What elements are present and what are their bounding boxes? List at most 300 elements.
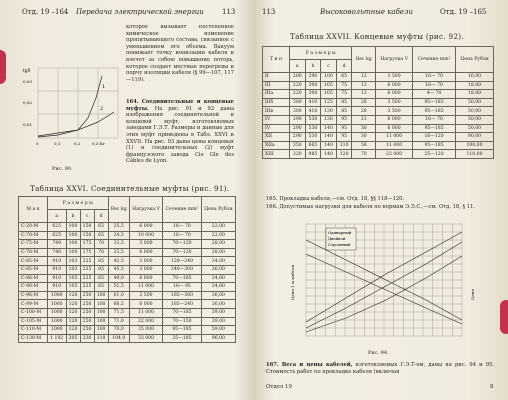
t27-cell: 530 (305, 115, 321, 124)
t27-row (263, 133, 494, 142)
t27-h-type: Т и п (263, 47, 290, 73)
t26-cell: 330 (80, 334, 94, 343)
t26-cell: 103 (66, 265, 80, 274)
t26-cell: 34,00 (201, 257, 235, 266)
t27-cell: 70 (352, 150, 376, 159)
t27-cell: 95—185 (413, 98, 456, 107)
t26-cell: 740 (48, 240, 67, 249)
t26-cell: 105 (66, 283, 80, 292)
t26-h-weight: Вес kg (108, 197, 129, 223)
t26-cell: 22,00 (201, 223, 235, 232)
t27-cell: 665 (305, 141, 321, 150)
t26-cell: 910 (48, 265, 67, 274)
t27-cell: 16,00 (455, 73, 493, 82)
t26-cell: 70—150 (163, 317, 202, 326)
t26-cell: 150 (80, 223, 94, 232)
t26-cell: 1 192 (48, 334, 67, 343)
t26-cell: 740 (48, 248, 67, 257)
t26-cell: 3 000 (129, 240, 162, 249)
para-167-text: изготовляемых Г.Э.Т-ом, даны на рис. 94 и 95. Стоимость работ по прокладке кабеля (включая (266, 362, 494, 375)
t27-cell: 50,00 (455, 115, 493, 124)
t26-cell: 100 (66, 223, 80, 232)
t27-cell: 6 000 (376, 90, 413, 99)
t26-cell: 11 000 (129, 283, 162, 292)
t26-cell: 120—240 (163, 257, 202, 266)
fig90-curve-1 (38, 76, 102, 137)
t26-cell: 100 (66, 231, 80, 240)
t27-cell: IIIa (263, 90, 290, 99)
t26-cell: С-70-М (19, 231, 48, 240)
t26-row (19, 291, 236, 300)
t26-row (19, 308, 236, 317)
t26-cell: 70,0 (108, 326, 129, 335)
figure-90-caption: Рис. 90. (52, 166, 73, 172)
t27-cell: 95 (336, 115, 352, 124)
t26-cell: 66,5 (108, 300, 129, 309)
t26-cell: 36,00 (201, 291, 235, 300)
t27-cell: 290 (305, 73, 321, 82)
t27-row (263, 90, 494, 99)
fig94-legend-2: Строенный (328, 242, 351, 247)
t26-cell: 185—300 (163, 291, 202, 300)
t26-cell: 71,5 (108, 308, 129, 317)
t26-cell: 6 000 (129, 223, 162, 232)
t27-cell: 30 (352, 124, 376, 133)
t26-cell: С-110-М (19, 326, 48, 335)
t27-h-c: c (321, 60, 337, 73)
t27-h-d: d (336, 60, 352, 73)
t26-cell: 250 (80, 300, 94, 309)
t26-cell: 85 (94, 283, 108, 292)
right-header-page: 113 (262, 8, 276, 16)
t26-cell: С-130-М (19, 334, 48, 343)
t27-h-load: Нагрузка V (376, 47, 413, 73)
t27-row (263, 141, 494, 150)
t27-cell: 410 (305, 98, 321, 107)
t26-cell: 22,00 (201, 231, 235, 240)
t26-row (19, 326, 236, 335)
t27-cell: 13 (352, 90, 376, 99)
t27-cell: 21 (352, 115, 376, 124)
t26-cell: 175 (80, 240, 94, 249)
t27-cell: 290 (290, 115, 306, 124)
t27-cell: 50,00 (455, 98, 493, 107)
figure-90-svg (22, 58, 122, 166)
t27-cell: 6 000 (376, 115, 413, 124)
t26-cell: 103 (66, 257, 80, 266)
fig94-legend-1: Двойной (328, 236, 346, 241)
t27-cell: 410 (305, 107, 321, 116)
t26-cell: 104,0 (108, 334, 129, 343)
t27-cell: 13 (352, 81, 376, 90)
t26-cell: 22 000 (129, 317, 162, 326)
t26-cell: 100 (94, 291, 108, 300)
fig90-x-tick-3: 0,3 Кг (92, 141, 105, 146)
t26-cell: 240—300 (163, 265, 202, 274)
table-26-caption: Таблица XXVI. Соединительные муфты (рис. 91). (30, 184, 230, 193)
t27-h-b: b (305, 60, 321, 73)
t27-cell: 16—120 (413, 133, 456, 142)
t27-cell: 110,00 (455, 150, 493, 159)
t27-cell: 300 (305, 90, 321, 99)
t27-cell: 85 (336, 107, 352, 116)
t26-cell: С-85-М (19, 257, 48, 266)
t26-cell: 36,00 (201, 300, 235, 309)
t26-cell: 59,00 (201, 326, 235, 335)
t26-cell: 120 (66, 317, 80, 326)
t27-cell: 18,00 (455, 81, 493, 90)
t26-cell: 625 (48, 223, 67, 232)
fig90-curve-label-1: 1 (102, 84, 106, 90)
t26-cell: 11 000 (129, 308, 162, 317)
t26-cell: С-99-М (19, 300, 48, 309)
t27-cell: 350 (290, 141, 306, 150)
t26-cell: С-85-М (19, 265, 48, 274)
t27-row (263, 98, 494, 107)
t26-cell: 35—185 (163, 334, 202, 343)
t26-cell: С-96-М (19, 291, 48, 300)
t27-cell: 290 (290, 124, 306, 133)
t26-cell: 225 (80, 257, 94, 266)
t27-cell: 28 (352, 98, 376, 107)
t27-cell: 130 (321, 107, 337, 116)
t27-cell: 58 (352, 141, 376, 150)
t26-cell: 96,00 (201, 334, 235, 343)
t26-cell: С-105-М (19, 317, 48, 326)
figure-94-svg (286, 220, 476, 346)
t26-cell: С-86-М (19, 274, 48, 283)
t27-cell: 290 (290, 133, 306, 142)
t27-cell: 985 (305, 150, 321, 159)
left-body-top: которое вызывает постепенное химическое изменение пропитывающего состава, связанное с уменьшением его объема. Вакуум понижает точку ионизации кабеля и влечет за собою повышение потерь, которое создает местные перегревы и порчу изоляции кабеля (§ 99—107, 117—119). (126, 24, 234, 83)
t27-cell: 90,00 (455, 133, 493, 142)
t26-cell: 3 000 (129, 265, 162, 274)
t26-cell: 100 (94, 317, 108, 326)
t26-cell: 28,00 (201, 240, 235, 249)
t27-cell: IIIб (263, 98, 290, 107)
t27-cell: 530 (305, 133, 321, 142)
t26-cell: 49,0 (108, 274, 129, 283)
t27-h-section: Сечение mm² (413, 47, 456, 73)
t26-cell: 70—185 (163, 308, 202, 317)
t26-cell: 225 (80, 283, 94, 292)
t26-cell: 34,00 (201, 274, 235, 283)
t27-row (263, 81, 494, 90)
figure-94-caption: Рис. 94. (368, 350, 389, 356)
fig90-x-tick-0: 0 (36, 141, 39, 146)
t26-cell: 51,5 (108, 283, 129, 292)
t26-cell: 250 (80, 326, 94, 335)
t26-cell: 6 000 (129, 274, 162, 283)
t26-cell: 70 (94, 248, 108, 257)
t26-cell: 61,0 (108, 291, 129, 300)
t26-h-type: М а к (19, 197, 48, 223)
t26-cell: 85 (94, 257, 108, 266)
t26-row (19, 274, 236, 283)
t27-cell: IIIв (263, 107, 290, 116)
t26-cell: 1000 (48, 326, 67, 335)
t26-cell: 185—240 (163, 300, 202, 309)
t26-row (19, 317, 236, 326)
t26-cell: 100 (66, 240, 80, 249)
t26-cell: 70—185 (163, 274, 202, 283)
para-165: 165. Прокладка кабеля,—см. Отд. 18, §§ 118—120. (266, 196, 405, 202)
t26-cell: 65 (94, 231, 108, 240)
t26-cell: 24,5 (108, 231, 129, 240)
t26-row (19, 257, 236, 266)
t27-cell: II (263, 73, 290, 82)
t27-cell: 530 (305, 124, 321, 133)
t26-h-dims: Р а з м е р ы (48, 197, 109, 210)
fig90-x-tick-1: 0,1 (54, 141, 61, 146)
t26-cell: 33 000 (129, 334, 162, 343)
t27-cell: 95—185 (413, 107, 456, 116)
t26-cell: 225 (80, 274, 94, 283)
t27-row (263, 150, 494, 159)
t26-cell: 70 (94, 240, 108, 249)
t26-row (19, 283, 236, 292)
t27-cell: 140 (321, 150, 337, 159)
para-167-title: 167. Веса и цены кабелей, (266, 362, 353, 368)
t26-h-load: Нагрузка V (129, 197, 162, 223)
t27-cell: 300 (290, 98, 306, 107)
t27-cell: 16— 70 (413, 115, 456, 124)
t26-cell: 625 (48, 231, 67, 240)
t26-cell: С-75-М (19, 240, 48, 249)
t26-cell: С-20-М (19, 223, 48, 232)
t27-cell: 95 (336, 133, 352, 142)
t27-cell: 300 (290, 107, 306, 116)
t26-cell: 85 (94, 274, 108, 283)
t26-cell: 910 (48, 257, 67, 266)
t26-cell: 250 (80, 308, 94, 317)
t27-cell: 22 000 (376, 150, 413, 159)
t26-h-d: d (94, 210, 108, 223)
fig94-y-left-label: Цена 1 м кабеля (290, 264, 295, 300)
t26-cell: 34,00 (201, 283, 235, 292)
t27-cell: 130 (321, 115, 337, 124)
t26-cell: 65 (94, 223, 108, 232)
t27-cell: 95—185 (413, 124, 456, 133)
t27-cell: XIII (263, 150, 290, 159)
t26-cell: С-90-М (19, 283, 48, 292)
t27-cell: 120 (336, 150, 352, 159)
fig90-x-tick-2: 0,2 (74, 141, 81, 146)
fig90-y-label: tgδ (23, 69, 31, 74)
t27-cell: 11 000 (376, 141, 413, 150)
t27-cell: 200 (290, 73, 306, 82)
right-header-title: Высоковольтные кабели (320, 8, 413, 16)
t27-cell: 125 (321, 98, 337, 107)
fig90-curve-label-2: 2 (100, 106, 104, 112)
t27-row (263, 73, 494, 82)
t26-cell: 1000 (48, 308, 67, 317)
t26-cell: 100 (94, 326, 108, 335)
left-header-page: 113 (222, 8, 236, 16)
t27-cell: 220 (290, 90, 306, 99)
para-164 (126, 99, 234, 165)
t26-cell: 3 000 (129, 257, 162, 266)
fig94-legend-0: Одинарный (328, 230, 352, 235)
t26-cell: 2 500 (129, 291, 162, 300)
t26-cell: 16— 95 (163, 283, 202, 292)
t26-cell: 120 (66, 326, 80, 335)
t26-cell: С-78-М (19, 248, 48, 257)
t27-cell: 6 000 (376, 124, 413, 133)
t26-cell: 35 000 (129, 326, 162, 335)
t26-cell: 33,5 (108, 240, 129, 249)
t26-h-a: a (48, 210, 67, 223)
t27-cell: 95 (336, 124, 352, 133)
t26-cell: 100 (94, 308, 108, 317)
t27-cell: 140 (321, 141, 337, 150)
t26-cell: 910 (48, 274, 67, 283)
t26-cell: 100 (94, 300, 108, 309)
t27-cell: 30 (352, 133, 376, 142)
t27-cell: IV (263, 124, 290, 133)
t26-h-b: b (66, 210, 80, 223)
t26-cell: 150 (80, 231, 94, 240)
para-164-text: На рис. 91 и 92 даны изображения соединительной и концевой муфт, изготовляемых заводами Г.Э.Т. Размеры и данные для этих муфт приведены в Табл. XXVI и XXVII. На рис. 93 даны цены концевых (1) и соединительных (2) муфт французского завода Cie Gle des Câbles de Lyon. (126, 105, 234, 165)
t26-row (19, 300, 236, 309)
t27-cell: 220 (290, 81, 306, 90)
t27-row (263, 124, 494, 133)
fig90-y-tick-0: 0,03 (23, 79, 32, 84)
t26-cell: 36,00 (201, 265, 235, 274)
t26-cell: С-100-М (19, 308, 48, 317)
t27-row (263, 115, 494, 124)
para-164-title: 164. Соединительные и концевые муфты. (126, 99, 234, 112)
t27-cell: 28 (352, 107, 376, 116)
t26-cell: 250 (80, 291, 94, 300)
t26-cell: 10 000 (129, 231, 162, 240)
t26-row (19, 223, 236, 232)
t26-row (19, 248, 236, 257)
t26-cell: 1000 (48, 300, 67, 309)
t26-cell: 175 (80, 248, 94, 257)
t27-h-weight: Вес kg (352, 47, 376, 73)
right-page (256, 0, 508, 400)
t26-cell: 70—120 (163, 240, 202, 249)
t27-cell: 25—120 (413, 150, 456, 159)
t27-cell: 110 (336, 141, 352, 150)
t26-cell: 71,0 (108, 317, 129, 326)
t27-cell: 140 (321, 124, 337, 133)
t27-cell: XIIa (263, 141, 290, 150)
t27-h-a: a (290, 60, 306, 73)
t27-cell: 11 000 (376, 133, 413, 142)
t26-cell: 39,00 (201, 317, 235, 326)
t27-cell: 3 500 (376, 98, 413, 107)
t27-cell: 95—185 (413, 141, 456, 150)
left-header-title: Передача электрической энергии (76, 8, 204, 16)
footer-right: 8 (490, 384, 494, 390)
left-page (0, 0, 252, 400)
t27-cell: 6 000 (376, 81, 413, 90)
t27-cell: 300 (305, 81, 321, 90)
para-166: 166. Допустимые нагрузки для кабеля по нормам Э.Э.С.,—см. Отд. 18, § 11. (266, 204, 476, 210)
t26-row (19, 265, 236, 274)
fig94-y-right-label: Цена (470, 289, 475, 300)
t26-cell: 120 (66, 308, 80, 317)
right-header-section: Отд. 19 –165 (440, 8, 487, 16)
t26-cell: 205 (66, 334, 80, 343)
fig90-y-tick-2: 0,01 (23, 122, 32, 127)
t26-cell: 6 000 (129, 300, 162, 309)
t26-cell: 225 (80, 265, 94, 274)
t27-cell: 105 (321, 90, 337, 99)
t26-cell: 6 000 (129, 248, 162, 257)
t26-row (19, 240, 236, 249)
t27-cell: 12 (352, 73, 376, 82)
t27-cell: 100 (321, 73, 337, 82)
t26-cell: 16— 70 (163, 231, 202, 240)
para-167 (266, 362, 494, 375)
t26-cell: 42,5 (108, 257, 129, 266)
t26-cell: 85 (94, 265, 108, 274)
t27-cell: III (263, 81, 290, 90)
t27-cell: 105 (321, 81, 337, 90)
t26-cell: 95—185 (163, 326, 202, 335)
right-edge-tab (500, 300, 508, 334)
t26-cell: 25,5 (108, 223, 129, 232)
t26-row (19, 231, 236, 240)
t27-row (263, 107, 494, 116)
t26-cell: 70—120 (163, 248, 202, 257)
t27-h-price: Цена Рубли (455, 47, 493, 73)
t27-cell: 75 (336, 90, 352, 99)
t26-cell: 910 (48, 283, 67, 292)
t26-cell: 39,00 (201, 308, 235, 317)
t27-cell: 65 (336, 73, 352, 82)
t27-cell: 100,00 (455, 141, 493, 150)
t27-cell: 50,00 (455, 107, 493, 116)
t27-cell: 50,00 (455, 124, 493, 133)
t27-cell: 140 (321, 133, 337, 142)
fig90-y-tick-1: 0,02 (23, 100, 32, 105)
t26-h-price: Цена Рубли (201, 197, 235, 223)
t26-row (19, 334, 236, 343)
left-edge-tab (0, 50, 6, 84)
t27-cell: 18,00 (455, 90, 493, 99)
t26-cell: 45,5 (108, 265, 129, 274)
t26-cell: 105 (66, 274, 80, 283)
table-27 (262, 46, 494, 159)
t27-cell: XII (263, 133, 290, 142)
table-26 (18, 196, 236, 343)
t27-cell: 320 (290, 150, 306, 159)
t26-cell: 28,00 (201, 248, 235, 257)
t26-h-section: Сечение mm² (163, 197, 202, 223)
t27-cell: 16— 70 (413, 81, 456, 90)
t27-cell: 3 500 (376, 73, 413, 82)
t26-cell: 33,5 (108, 248, 129, 257)
footer-left: Отдел 19 (266, 384, 292, 390)
t27-cell: IV (263, 115, 290, 124)
t26-cell: 250 (80, 317, 94, 326)
t26-cell: 16— 70 (163, 223, 202, 232)
t27-h-dims: Р а з м е р ы (290, 47, 352, 60)
t26-cell: 100 (66, 248, 80, 257)
t26-cell: 120 (66, 291, 80, 300)
t27-cell: 16— 70 (413, 73, 456, 82)
t27-cell: 3 500 (376, 107, 413, 116)
fig90-curve-2 (38, 112, 114, 136)
t26-cell: 1000 (48, 291, 67, 300)
t27-cell: 85 (336, 98, 352, 107)
t26-h-c: c (80, 210, 94, 223)
left-header-section: Отд. 19 –164 (22, 8, 69, 16)
